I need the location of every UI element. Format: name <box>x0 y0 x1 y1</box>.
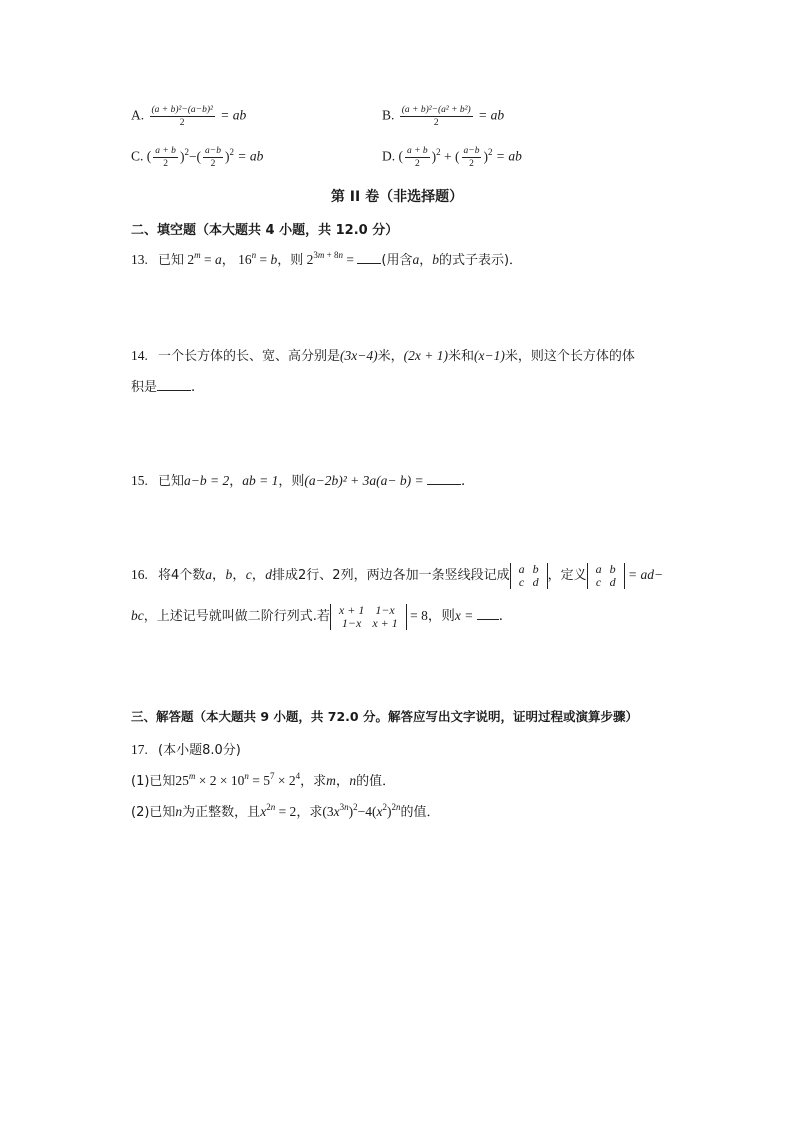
option-c-rhs: = ab <box>237 148 264 164</box>
option-c: C. ( $\frac{a + b}{2}$ )$^2$−( $\frac{a-b}{2}$ )$^2$ = ab <box>131 146 264 169</box>
answer-blank[interactable] <box>157 378 191 391</box>
answer-blank[interactable] <box>477 607 499 620</box>
question-17-part-2: (2)已知n为正整数，且$x^{2n} = 2$，求$(3x^{3n})^2-4(x^2)^{2n}$的值． <box>131 802 440 820</box>
question-number: 16. <box>131 567 148 583</box>
fill-in-header: 二、填空题（本大题共 4 小题，共 12.0 分） <box>131 223 399 238</box>
question-number: 15. <box>131 473 148 488</box>
question-16: 16. 将4个数a，b，c，d排成2行、2列，两边各加一条竖线段记成 a b c d ，定义 a b c d = ad− <box>131 562 664 589</box>
question-13: 13. 已知 $2^m = a$， $16^n = b$，则 $2^{3m + 8n}$ = (用含a，b的式子表示)． <box>131 250 523 268</box>
question-number: 13. <box>131 252 148 267</box>
answer-blank[interactable] <box>427 472 461 485</box>
question-14-line2: 积是 ． <box>131 379 205 395</box>
question-number: 14. <box>131 348 148 363</box>
question-number: 17. <box>131 742 148 757</box>
option-b <box>382 104 504 129</box>
determinant-equation: x + 1 1−x 1−x x + 1 <box>330 604 407 630</box>
answer-section-header: 三、解答题（本大题共 9 小题，共 72.0 分。解答应写出文字说明，证明过程或演算步骤） <box>131 709 638 724</box>
answer-blank[interactable] <box>357 251 381 264</box>
question-17-part-1: (1)已知$25^m \times 2 \times 10^n = 5^7 \times 2^4$，求m，n的值． <box>131 771 396 789</box>
option-a <box>131 104 246 129</box>
determinant-definition: a b c d <box>587 563 625 589</box>
option-a-label: A. <box>131 107 145 123</box>
option-d: D. ( $\frac{a + b}{2}$ )$^2$ + ( $\frac{a-b}{2}$ )$^2$ = ab <box>382 146 522 169</box>
determinant-notation: a b c d <box>510 563 548 589</box>
question-17 <box>131 739 241 758</box>
option-c-label: C. <box>131 148 144 164</box>
question-16-line2: bc，上述记号就叫做二阶行列式.若 x + 1 1−x 1−x x + 1 = 8，则x = ． <box>131 603 513 630</box>
question-14: 14. 一个长方体的长、宽、高分别是(3x−4)米，(2x + 1)米和(x−1)米，则这个长方体的体 <box>131 348 635 364</box>
question-score: (本小题8.0分) <box>158 743 241 758</box>
option-a-rhs: = ab <box>220 107 247 123</box>
option-b-rhs: = ab <box>478 107 505 123</box>
option-b-label: B. <box>382 107 395 123</box>
question-15: 15. 已知a−b = 2，ab = 1，则(a−2b)² + 3a(a− b) = ． <box>131 473 475 489</box>
option-d-label: D. <box>382 148 396 164</box>
option-b-fraction: $\frac{\text{(a + b)²−(a² + b²)}}{2}$ <box>401 105 471 128</box>
option-a-fraction: $\frac{\text{(a + b)²−(a−b)²}}{2}$ <box>151 105 213 128</box>
option-d-rhs: = ab <box>495 148 522 164</box>
section-title: 第 II 卷（非选择题） <box>330 189 464 205</box>
